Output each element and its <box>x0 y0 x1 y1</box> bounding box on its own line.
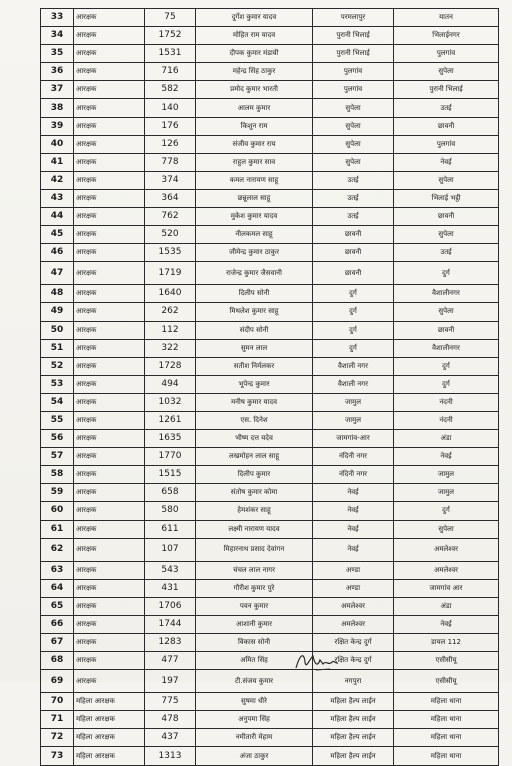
posted-from-cell: जामुल <box>313 393 394 411</box>
badge-number-cell: 1535 <box>145 244 196 262</box>
posted-from-cell: उतई <box>313 171 394 189</box>
badge-number-cell: 140 <box>145 99 196 117</box>
posted-to-cell: छावनी <box>394 321 499 339</box>
serial-number-cell: 46 <box>41 244 74 262</box>
table-row <box>41 99 499 117</box>
employee-name-cell: विकास सोनी <box>196 634 313 652</box>
posted-from-cell: वैशाली नगर <box>313 357 394 375</box>
table-row <box>41 411 499 429</box>
serial-number-cell: 37 <box>41 81 74 99</box>
serial-number-cell: 40 <box>41 135 74 153</box>
posted-to-cell: छावनी <box>394 117 499 135</box>
employee-name-cell: किशुन राम <box>196 117 313 135</box>
badge-number-cell: 611 <box>145 520 196 538</box>
table-row <box>41 189 499 207</box>
posted-to-cell: दुर्ग <box>394 502 499 520</box>
table-row <box>41 244 499 262</box>
posted-to-cell: डायल 112 <box>394 634 499 652</box>
serial-number-cell: 45 <box>41 226 74 244</box>
employee-name-cell: संतोष कुमार कोमा <box>196 484 313 502</box>
posted-to-cell: वैशालीनगर <box>394 285 499 303</box>
serial-number-cell: 59 <box>41 484 74 502</box>
badge-number-cell: 1770 <box>145 448 196 466</box>
rank-cell: आरक्षक <box>74 520 145 538</box>
posted-from-cell: अमलेश्वर <box>313 615 394 633</box>
badge-number-cell: 374 <box>145 171 196 189</box>
posted-to-cell: अमलेश्वर <box>394 561 499 579</box>
employee-name-cell: लखमोहन लाल साहू <box>196 448 313 466</box>
serial-number-cell: 73 <box>41 747 74 765</box>
table-row <box>41 597 499 615</box>
table-row <box>41 729 499 747</box>
table-row <box>41 711 499 729</box>
serial-number-cell: 65 <box>41 597 74 615</box>
badge-number-cell: 197 <box>145 670 196 693</box>
employee-name-cell: दीपक कुमार मंडावी <box>196 45 313 63</box>
posted-from-cell: उतई <box>313 208 394 226</box>
serial-number-cell: 63 <box>41 561 74 579</box>
employee-name-cell: नीलकमल साहू <box>196 226 313 244</box>
badge-number-cell: 1032 <box>145 393 196 411</box>
serial-number-cell: 33 <box>41 9 74 27</box>
posted-to-cell: नंदनी <box>394 393 499 411</box>
posted-to-cell: नेवई <box>394 153 499 171</box>
serial-number-cell: 39 <box>41 117 74 135</box>
rank-cell: आरक्षक <box>74 153 145 171</box>
rank-cell: आरक्षक <box>74 45 145 63</box>
badge-number-cell: 582 <box>145 81 196 99</box>
serial-number-cell: 35 <box>41 45 74 63</box>
posted-to-cell: उतई <box>394 244 499 262</box>
serial-number-cell: 60 <box>41 502 74 520</box>
signature-mark <box>292 648 340 674</box>
table-row <box>41 393 499 411</box>
table-row <box>41 153 499 171</box>
employee-name-cell: अमित सिंह <box>196 652 313 670</box>
rank-cell: आरक्षक <box>74 9 145 27</box>
table-row <box>41 693 499 711</box>
employee-name-cell: टी.संजय कुमार <box>196 670 313 693</box>
employee-name-cell: हेमशंकर साहू <box>196 502 313 520</box>
posted-to-cell: नंदनी <box>394 411 499 429</box>
posted-from-cell: पुलगांव <box>313 81 394 99</box>
rank-cell: आरक्षक <box>74 357 145 375</box>
rank-cell: आरक्षक <box>74 171 145 189</box>
posted-from-cell: महिला हैल्प लाईन <box>313 747 394 765</box>
posted-from-cell: पुरानी भिलाई <box>313 45 394 63</box>
posted-from-cell: महिला हैल्प लाईन <box>313 711 394 729</box>
badge-number-cell: 1752 <box>145 27 196 45</box>
serial-number-cell: 61 <box>41 520 74 538</box>
posted-to-cell: नेवई <box>394 615 499 633</box>
serial-number-cell: 34 <box>41 27 74 45</box>
serial-number-cell: 50 <box>41 321 74 339</box>
employee-name-cell: मुकेश कुमार यादव <box>196 208 313 226</box>
serial-number-cell: 43 <box>41 189 74 207</box>
table-row <box>41 321 499 339</box>
table-row <box>41 375 499 393</box>
posted-from-cell: रक्षित केन्द्र दुर्ग <box>313 652 394 670</box>
table-row <box>41 63 499 81</box>
table-row <box>41 538 499 561</box>
posted-from-cell: वैशाली नगर <box>313 375 394 393</box>
badge-number-cell: 1635 <box>145 430 196 448</box>
badge-number-cell: 1283 <box>145 634 196 652</box>
serial-number-cell: 42 <box>41 171 74 189</box>
employee-name-cell: महेन्द्र सिंह ठाकुर <box>196 63 313 81</box>
posted-from-cell: अण्डा <box>313 561 394 579</box>
serial-number-cell: 68 <box>41 652 74 670</box>
employee-name-cell: अंजा ठाकुर <box>196 747 313 765</box>
posted-to-cell: दुर्ग <box>394 375 499 393</box>
rank-cell: आरक्षक <box>74 634 145 652</box>
rank-cell: आरक्षक <box>74 226 145 244</box>
table-row <box>41 303 499 321</box>
badge-number-cell: 364 <box>145 189 196 207</box>
employee-name-cell: आशानी कुमार <box>196 615 313 633</box>
employee-name-cell: नमीतारी मेहाम <box>196 729 313 747</box>
rank-cell: आरक्षक <box>74 208 145 226</box>
employee-name-cell: कमल नारायण साहू <box>196 171 313 189</box>
posted-from-cell: महिला हैल्प लाईन <box>313 693 394 711</box>
posted-to-cell: जामुल <box>394 484 499 502</box>
employee-name-cell: आलम कुमार <box>196 99 313 117</box>
posted-to-cell: सुपेला <box>394 171 499 189</box>
posted-to-cell: पुरानी भिलाई <box>394 81 499 99</box>
table-row <box>41 262 499 285</box>
posted-to-cell: दुर्ग <box>394 262 499 285</box>
transfer-table-body <box>41 9 499 766</box>
rank-cell: आरक्षक <box>74 448 145 466</box>
rank-cell: आरक्षक <box>74 393 145 411</box>
posted-from-cell: नेवई <box>313 520 394 538</box>
badge-number-cell: 322 <box>145 339 196 357</box>
posted-from-cell: छावनी <box>313 244 394 262</box>
posted-to-cell: एसीसीयू <box>394 652 499 670</box>
rank-cell: आरक्षक <box>74 670 145 693</box>
table-row <box>41 430 499 448</box>
rank-cell: आरक्षक <box>74 244 145 262</box>
rank-cell: आरक्षक <box>74 561 145 579</box>
posted-to-cell: अमलेश्वर <box>394 538 499 561</box>
employee-name-cell: संजीव कुमार राय <box>196 135 313 153</box>
badge-number-cell: 477 <box>145 652 196 670</box>
badge-number-cell: 543 <box>145 561 196 579</box>
serial-number-cell: 51 <box>41 339 74 357</box>
rank-cell: आरक्षक <box>74 652 145 670</box>
badge-number-cell: 478 <box>145 711 196 729</box>
badge-number-cell: 775 <box>145 693 196 711</box>
posted-from-cell: छावनी <box>313 226 394 244</box>
posted-from-cell: अमलेश्वर <box>313 597 394 615</box>
rank-cell: आरक्षक <box>74 63 145 81</box>
posted-to-cell: सुपेला <box>394 520 499 538</box>
table-row <box>41 9 499 27</box>
posted-from-cell: नंदिनी नगर <box>313 448 394 466</box>
posted-to-cell: भिलाई भट्ठी <box>394 189 499 207</box>
transfer-table <box>40 8 499 766</box>
posted-from-cell: नंदिनी नगर <box>313 466 394 484</box>
employee-name-cell: दुर्गेश कुमार यादव <box>196 9 313 27</box>
employee-name-cell: सुमन लाल <box>196 339 313 357</box>
badge-number-cell: 437 <box>145 729 196 747</box>
rank-cell: महिला आरक्षक <box>74 693 145 711</box>
employee-name-cell: लक्ष्मी नारायण यादव <box>196 520 313 538</box>
table-row <box>41 339 499 357</box>
posted-to-cell: वैशालीनगर <box>394 339 499 357</box>
posted-from-cell: अण्डा <box>313 579 394 597</box>
badge-number-cell: 658 <box>145 484 196 502</box>
badge-number-cell: 494 <box>145 375 196 393</box>
posted-to-cell: जामगांव आर <box>394 579 499 597</box>
serial-number-cell: 71 <box>41 711 74 729</box>
employee-name-cell: मनीष कुमार यादव <box>196 393 313 411</box>
table-row <box>41 285 499 303</box>
rank-cell: आरक्षक <box>74 27 145 45</box>
table-row <box>41 670 499 693</box>
serial-number-cell: 58 <box>41 466 74 484</box>
posted-to-cell: पुलगांव <box>394 45 499 63</box>
posted-to-cell: अंडा <box>394 597 499 615</box>
posted-to-cell: भिलाईनगर <box>394 27 499 45</box>
table-row <box>41 357 499 375</box>
table-row <box>41 652 499 670</box>
badge-number-cell: 716 <box>145 63 196 81</box>
employee-name-cell: एस. दिनेश <box>196 411 313 429</box>
posted-to-cell: महिला थाना <box>394 693 499 711</box>
table-row <box>41 208 499 226</box>
posted-to-cell: छावनी <box>394 208 499 226</box>
rank-cell: महिला आरक्षक <box>74 729 145 747</box>
rank-cell: आरक्षक <box>74 615 145 633</box>
posted-to-cell: एसीसीयू <box>394 670 499 693</box>
rank-cell: आरक्षक <box>74 430 145 448</box>
rank-cell: आरक्षक <box>74 597 145 615</box>
employee-name-cell: मिथलेश कुमार साहू <box>196 303 313 321</box>
badge-number-cell: 1531 <box>145 45 196 63</box>
table-row <box>41 117 499 135</box>
posted-to-cell: सुपेला <box>394 63 499 81</box>
table-row <box>41 561 499 579</box>
table-row <box>41 615 499 633</box>
table-row <box>41 45 499 63</box>
table-row <box>41 502 499 520</box>
table-row <box>41 520 499 538</box>
badge-number-cell: 778 <box>145 153 196 171</box>
rank-cell: आरक्षक <box>74 321 145 339</box>
serial-number-cell: 62 <box>41 538 74 561</box>
serial-number-cell: 64 <box>41 579 74 597</box>
posted-from-cell: सुपेला <box>313 99 394 117</box>
badge-number-cell: 1706 <box>145 597 196 615</box>
badge-number-cell: 1640 <box>145 285 196 303</box>
posted-from-cell: दुर्ग <box>313 339 394 357</box>
employee-name-cell: संदीप सोनी <box>196 321 313 339</box>
rank-cell: आरक्षक <box>74 579 145 597</box>
employee-name-cell: भीष्म दत्त यदेव <box>196 430 313 448</box>
posted-from-cell: नेवई <box>313 538 394 561</box>
posted-from-cell: नगपुरा <box>313 670 394 693</box>
serial-number-cell: 47 <box>41 262 74 285</box>
employee-name-cell: गौरीश कुमार पुरे <box>196 579 313 597</box>
badge-number-cell: 1728 <box>145 357 196 375</box>
serial-number-cell: 55 <box>41 411 74 429</box>
serial-number-cell: 41 <box>41 153 74 171</box>
badge-number-cell: 176 <box>145 117 196 135</box>
rank-cell: आरक्षक <box>74 411 145 429</box>
rank-cell: आरक्षक <box>74 466 145 484</box>
posted-from-cell: दुर्ग <box>313 285 394 303</box>
rank-cell: आरक्षक <box>74 81 145 99</box>
employee-name-cell: अनुपमा सिंह <box>196 711 313 729</box>
serial-number-cell: 57 <box>41 448 74 466</box>
serial-number-cell: 36 <box>41 63 74 81</box>
posted-from-cell: रक्षित केन्द्र दुर्ग <box>313 634 394 652</box>
employee-name-cell: सतीश निर्मलकर <box>196 357 313 375</box>
serial-number-cell: 49 <box>41 303 74 321</box>
posted-from-cell: सुपेला <box>313 135 394 153</box>
badge-number-cell: 75 <box>145 9 196 27</box>
serial-number-cell: 38 <box>41 99 74 117</box>
employee-name-cell: छन्नूलाल साहू <box>196 189 313 207</box>
employee-name-cell: मिहारनाथ प्रसाद देवांगन <box>196 538 313 561</box>
serial-number-cell: 66 <box>41 615 74 633</box>
posted-to-cell: नेवई <box>394 448 499 466</box>
badge-number-cell: 1744 <box>145 615 196 633</box>
posted-to-cell: सुपेला <box>394 226 499 244</box>
serial-number-cell: 56 <box>41 430 74 448</box>
employee-name-cell: चंचल लाल नागर <box>196 561 313 579</box>
employee-name-cell: राहुल कुमार साव <box>196 153 313 171</box>
badge-number-cell: 1313 <box>145 747 196 765</box>
badge-number-cell: 431 <box>145 579 196 597</box>
posted-from-cell: पुरानी भिलाई <box>313 27 394 45</box>
employee-name-cell: पवन कुमार <box>196 597 313 615</box>
table-row <box>41 579 499 597</box>
employee-name-cell: जीमेन्द्र कुमार ठाकुर <box>196 244 313 262</box>
posted-to-cell: महिला थाना <box>394 711 499 729</box>
serial-number-cell: 70 <box>41 693 74 711</box>
table-row <box>41 226 499 244</box>
posted-from-cell: सुपेला <box>313 153 394 171</box>
serial-number-cell: 48 <box>41 285 74 303</box>
serial-number-cell: 53 <box>41 375 74 393</box>
posted-from-cell: जामुल <box>313 411 394 429</box>
employee-name-cell: दिलीप सोनी <box>196 285 313 303</box>
posted-from-cell: पुलगांव <box>313 63 394 81</box>
rank-cell: आरक्षक <box>74 99 145 117</box>
posted-from-cell: छावनी <box>313 262 394 285</box>
rank-cell: महिला आरक्षक <box>74 711 145 729</box>
employee-name-cell: प्रमोद कुमार भारती <box>196 81 313 99</box>
rank-cell: आरक्षक <box>74 484 145 502</box>
badge-number-cell: 580 <box>145 502 196 520</box>
employee-name-cell: मोहित राम यादव <box>196 27 313 45</box>
posted-from-cell: महिला हैल्प लाईन <box>313 729 394 747</box>
serial-number-cell: 44 <box>41 208 74 226</box>
posted-to-cell: यातन <box>394 9 499 27</box>
badge-number-cell: 126 <box>145 135 196 153</box>
table-row <box>41 448 499 466</box>
badge-number-cell: 520 <box>145 226 196 244</box>
badge-number-cell: 262 <box>145 303 196 321</box>
posted-to-cell: दुर्ग <box>394 357 499 375</box>
posted-to-cell: महिला थाना <box>394 729 499 747</box>
employee-name-cell: दिलीप कुमार <box>196 466 313 484</box>
posted-to-cell: महिला थाना <box>394 747 499 765</box>
table-row <box>41 484 499 502</box>
posted-from-cell: उतई <box>313 189 394 207</box>
table-row <box>41 466 499 484</box>
rank-cell: आरक्षक <box>74 135 145 153</box>
table-row <box>41 27 499 45</box>
posted-from-cell: जामगांव-आर <box>313 430 394 448</box>
rank-cell: आरक्षक <box>74 538 145 561</box>
serial-number-cell: 72 <box>41 729 74 747</box>
badge-number-cell: 762 <box>145 208 196 226</box>
posted-to-cell: अंडा <box>394 430 499 448</box>
rank-cell: आरक्षक <box>74 339 145 357</box>
badge-number-cell: 1515 <box>145 466 196 484</box>
serial-number-cell: 69 <box>41 670 74 693</box>
employee-name-cell: सुषमा धीरे <box>196 693 313 711</box>
rank-cell: आरक्षक <box>74 262 145 285</box>
posted-from-cell: सुपेला <box>313 117 394 135</box>
posted-to-cell: सुपेला <box>394 303 499 321</box>
table-row <box>41 135 499 153</box>
serial-number-cell: 54 <box>41 393 74 411</box>
posted-from-cell: नेवई <box>313 502 394 520</box>
rank-cell: आरक्षक <box>74 375 145 393</box>
posted-from-cell: दुर्ग <box>313 321 394 339</box>
posted-to-cell: पुलगांव <box>394 135 499 153</box>
rank-cell: आरक्षक <box>74 117 145 135</box>
posted-to-cell: उतई <box>394 99 499 117</box>
rank-cell: आरक्षक <box>74 189 145 207</box>
badge-number-cell: 112 <box>145 321 196 339</box>
table-row <box>41 81 499 99</box>
table-row <box>41 634 499 652</box>
employee-name-cell: राजेन्द्र कुमार जैसवानी <box>196 262 313 285</box>
table-row <box>41 747 499 765</box>
badge-number-cell: 1261 <box>145 411 196 429</box>
employee-name-cell: भूपेन्द्र कुमार <box>196 375 313 393</box>
posted-from-cell: परमलापुर <box>313 9 394 27</box>
serial-number-cell: 67 <box>41 634 74 652</box>
posted-from-cell: दुर्ग <box>313 303 394 321</box>
badge-number-cell: 107 <box>145 538 196 561</box>
badge-number-cell: 1719 <box>145 262 196 285</box>
rank-cell: आरक्षक <box>74 502 145 520</box>
rank-cell: महिला आरक्षक <box>74 747 145 765</box>
posted-to-cell: जामुल <box>394 466 499 484</box>
rank-cell: आरक्षक <box>74 303 145 321</box>
posted-from-cell: नेवई <box>313 484 394 502</box>
rank-cell: आरक्षक <box>74 285 145 303</box>
serial-number-cell: 52 <box>41 357 74 375</box>
table-row <box>41 171 499 189</box>
